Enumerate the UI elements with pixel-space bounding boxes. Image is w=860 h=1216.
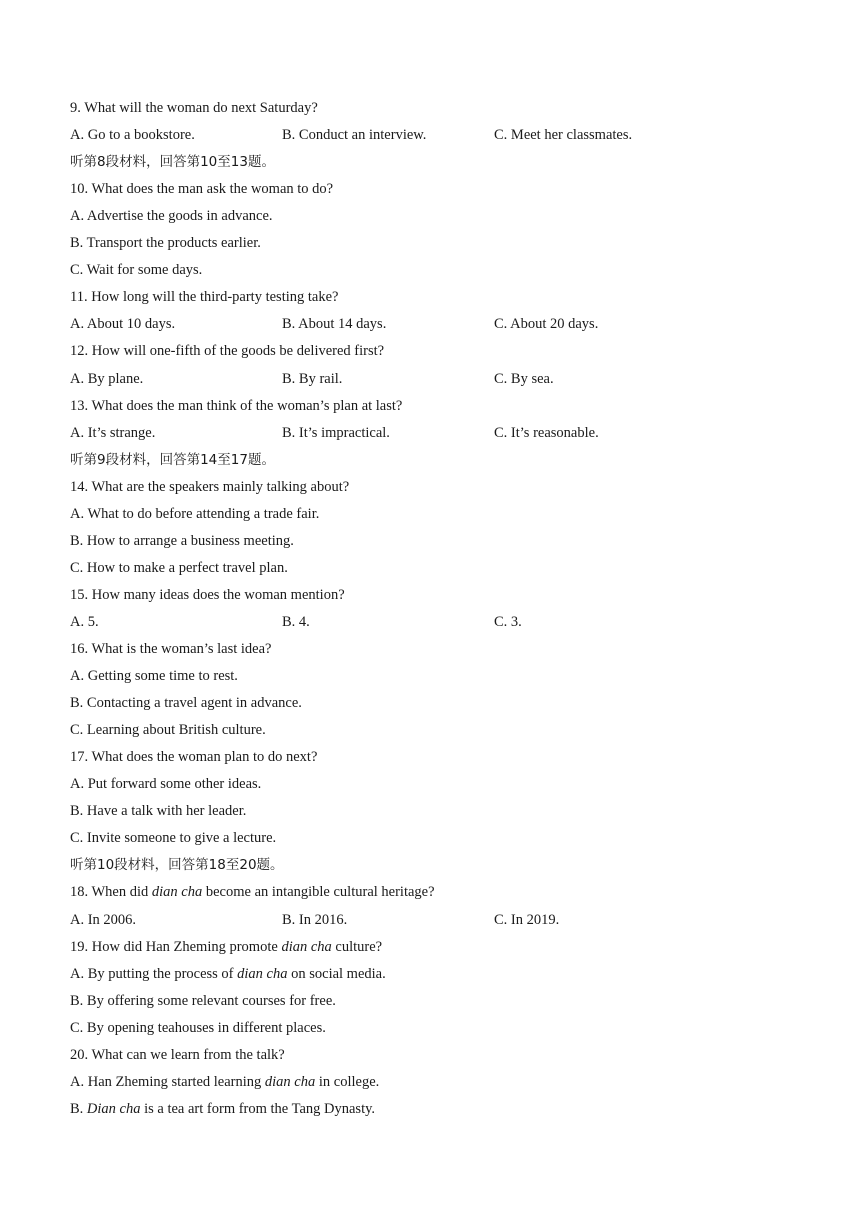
answer-option: B. By offering some relevant courses for free. bbox=[70, 992, 336, 1009]
answer-option: C. By opening teahouses in different places. bbox=[70, 1019, 326, 1036]
section-instruction: 听第9段材料，回答第14至17题。 bbox=[70, 451, 275, 468]
question-text: 17. What does the woman plan to do next? bbox=[70, 749, 318, 766]
answer-option: A. Go to a bookstore. bbox=[70, 127, 195, 144]
answer-option: B. Conduct an interview. bbox=[282, 127, 427, 144]
answer-option: A. Advertise the goods in advance. bbox=[70, 208, 273, 225]
question-text: 12. How will one-fifth of the goods be delivered first? bbox=[70, 343, 385, 360]
italic-term: dian cha bbox=[237, 965, 288, 982]
question-text: 14. What are the speakers mainly talking about? bbox=[70, 478, 350, 495]
answer-option: A. 5. bbox=[70, 613, 99, 630]
question-text: 9. What will the woman do next Saturday? bbox=[70, 100, 318, 116]
section-instruction: 听第10段材料，回答第18至20题。 bbox=[70, 857, 284, 874]
answer-option: C. It’s reasonable. bbox=[494, 424, 599, 441]
answer-option: B. 4. bbox=[282, 613, 310, 630]
answer-option: C. How to make a perfect travel plan. bbox=[70, 559, 288, 576]
text-segment: in college. bbox=[315, 1073, 380, 1090]
answer-option: A. By plane. bbox=[70, 370, 144, 387]
answer-option: C. In 2019. bbox=[494, 911, 560, 928]
text-segment: culture? bbox=[331, 938, 383, 955]
answer-option: C. Learning about British culture. bbox=[70, 722, 266, 739]
answer-option: A. Put forward some other ideas. bbox=[70, 776, 262, 793]
answer-option: A. About 10 days. bbox=[70, 316, 176, 333]
answer-option: B. Transport the products earlier. bbox=[70, 235, 261, 252]
answer-option: C. Invite someone to give a lecture. bbox=[70, 830, 277, 847]
text-segment: is a tea art form from the Tang Dynasty. bbox=[140, 1100, 376, 1117]
italic-term: dian cha bbox=[151, 884, 203, 901]
question-text: 20. What can we learn from the talk? bbox=[70, 1046, 285, 1063]
answer-option: B. By rail. bbox=[282, 370, 343, 387]
question-text bbox=[70, 934, 382, 961]
answer-option: B. How to arrange a business meeting. bbox=[70, 532, 294, 549]
text-segment: 18. When did bbox=[70, 884, 152, 901]
italic-term: Dian cha bbox=[86, 1100, 141, 1117]
answer-option bbox=[70, 1096, 375, 1123]
text-segment: 19. How did Han Zheming promote bbox=[70, 938, 282, 955]
question-text: 16. What is the woman’s last idea? bbox=[70, 641, 272, 657]
question-text: 13. What does the man think of the woman’s plan at last? bbox=[70, 397, 403, 414]
answer-option: A. It’s strange. bbox=[70, 424, 156, 441]
text-segment: B. bbox=[70, 1100, 87, 1117]
question-text: 15. How many ideas does the woman mention? bbox=[70, 586, 345, 603]
answer-option: B. About 14 days. bbox=[282, 316, 387, 333]
answer-option: C. Meet her classmates. bbox=[494, 127, 633, 144]
question-text bbox=[70, 879, 435, 906]
answer-option: B. In 2016. bbox=[282, 911, 348, 928]
answer-option: A. What to do before attending a trade fair. bbox=[70, 505, 320, 522]
answer-option: C. By sea. bbox=[494, 370, 554, 387]
text-segment: A. By putting the process of bbox=[70, 965, 238, 982]
answer-option: A. In 2006. bbox=[70, 911, 137, 928]
text-segment: A. Han Zheming started learning bbox=[70, 1073, 265, 1090]
answer-option: C. 3. bbox=[494, 613, 522, 630]
answer-option: B. It’s impractical. bbox=[282, 424, 390, 441]
answer-option: C. About 20 days. bbox=[494, 316, 599, 333]
text-segment: on social media. bbox=[287, 965, 386, 982]
section-instruction: 听第8段材料，回答第10至13题。 bbox=[70, 154, 275, 171]
answer-option: B. Contacting a travel agent in advance. bbox=[70, 695, 302, 712]
answer-option bbox=[70, 961, 386, 988]
text-segment: become an intangible cultural heritage? bbox=[202, 884, 435, 901]
answer-option: C. Wait for some days. bbox=[70, 262, 203, 279]
italic-term: dian cha bbox=[281, 938, 332, 955]
italic-term: dian cha bbox=[264, 1073, 316, 1090]
answer-option bbox=[70, 1069, 379, 1096]
answer-option: B. Have a talk with her leader. bbox=[70, 803, 247, 820]
question-text: 10. What does the man ask the woman to do? bbox=[70, 181, 334, 198]
question-text: 11. How long will the third-party testing take? bbox=[70, 289, 339, 306]
answer-option: A. Getting some time to rest. bbox=[70, 668, 238, 685]
